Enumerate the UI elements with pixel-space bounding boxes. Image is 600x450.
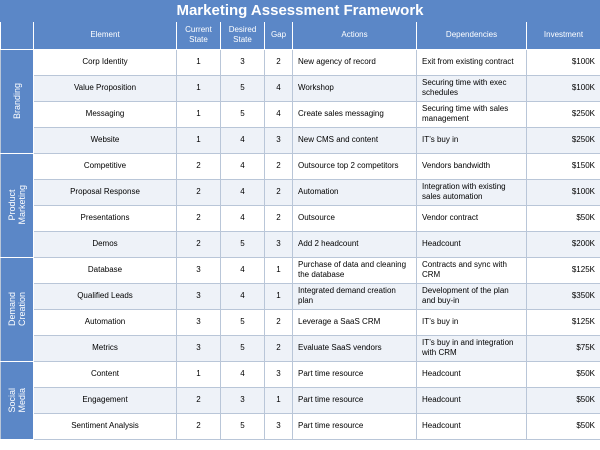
cell-desired-state: 5	[221, 413, 265, 439]
table-header	[1, 22, 600, 49]
cell-gap: 1	[265, 387, 293, 413]
table-row	[1, 75, 600, 101]
cell-action: Evaluate SaaS vendors	[293, 335, 417, 361]
cell-current-state: 2	[177, 387, 221, 413]
cell-action: Part time resource	[293, 413, 417, 439]
header-investment: Investment	[527, 22, 600, 49]
cell-gap: 1	[265, 257, 293, 283]
cell-current-state: 3	[177, 309, 221, 335]
cell-action: Automation	[293, 179, 417, 205]
cell-dependency: Contracts and sync with CRM	[417, 257, 527, 283]
cell-dependency: Development of the plan and buy-in	[417, 283, 527, 309]
cell-current-state: 3	[177, 335, 221, 361]
cell-gap: 3	[265, 361, 293, 387]
cell-gap: 3	[265, 127, 293, 153]
cell-element: Website	[34, 127, 177, 153]
cell-gap: 2	[265, 205, 293, 231]
cell-current-state: 2	[177, 153, 221, 179]
table-row	[1, 387, 600, 413]
cell-dependency: Vendors bandwidth	[417, 153, 527, 179]
cell-dependency: Exit from existing contract	[417, 49, 527, 75]
cell-element: Corp Identity	[34, 49, 177, 75]
cell-element: Messaging	[34, 101, 177, 127]
table-row	[1, 335, 600, 361]
cell-desired-state: 4	[221, 361, 265, 387]
cell-desired-state: 5	[221, 309, 265, 335]
cell-element: Database	[34, 257, 177, 283]
cell-element: Proposal Response	[34, 179, 177, 205]
cell-element: Content	[34, 361, 177, 387]
cell-investment: $50K	[527, 413, 600, 439]
cell-gap: 2	[265, 153, 293, 179]
cell-gap: 2	[265, 179, 293, 205]
header-actions: Actions	[293, 22, 417, 49]
cell-element: Competitive	[34, 153, 177, 179]
cell-investment: $50K	[527, 361, 600, 387]
cell-element: Engagement	[34, 387, 177, 413]
cell-investment: $50K	[527, 205, 600, 231]
cell-dependency: Headcount	[417, 231, 527, 257]
cell-action: Add 2 headcount	[293, 231, 417, 257]
cell-dependency: Securing time with exec schedules	[417, 75, 527, 101]
cell-gap: 4	[265, 75, 293, 101]
cell-investment: $250K	[527, 127, 600, 153]
table-row	[1, 361, 600, 387]
cell-desired-state: 5	[221, 75, 265, 101]
cell-action: Integrated demand creation plan	[293, 283, 417, 309]
cell-desired-state: 3	[221, 387, 265, 413]
cell-gap: 2	[265, 309, 293, 335]
cell-dependency: Securing time with sales management	[417, 101, 527, 127]
cell-desired-state: 5	[221, 231, 265, 257]
cell-investment: $125K	[527, 257, 600, 283]
cell-desired-state: 3	[221, 49, 265, 75]
group-label: Product Marketing	[7, 185, 27, 225]
cell-current-state: 1	[177, 49, 221, 75]
cell-investment: $100K	[527, 75, 600, 101]
table-row	[1, 127, 600, 153]
table-row	[1, 205, 600, 231]
cell-investment: $200K	[527, 231, 600, 257]
assessment-table	[0, 22, 600, 440]
group-label-cell	[1, 49, 34, 153]
table-body	[1, 49, 600, 439]
table-row	[1, 309, 600, 335]
cell-gap: 4	[265, 101, 293, 127]
cell-dependency: IT’s buy in	[417, 127, 527, 153]
cell-dependency: Headcount	[417, 413, 527, 439]
cell-gap: 3	[265, 231, 293, 257]
group-label: Branding	[12, 82, 22, 120]
table-row	[1, 257, 600, 283]
table-row	[1, 153, 600, 179]
cell-desired-state: 4	[221, 257, 265, 283]
group-label: Social Media	[7, 387, 27, 413]
cell-dependency: Headcount	[417, 387, 527, 413]
cell-element: Value Proposition	[34, 75, 177, 101]
header-dependencies: Dependencies	[417, 22, 527, 49]
group-label-cell	[1, 257, 34, 361]
page-title: Marketing Assessment Framework	[0, 0, 600, 22]
cell-desired-state: 4	[221, 283, 265, 309]
cell-dependency: Vendor contract	[417, 205, 527, 231]
group-label: Demand Creation	[7, 291, 27, 327]
cell-element: Automation	[34, 309, 177, 335]
cell-action: Part time resource	[293, 361, 417, 387]
cell-desired-state: 5	[221, 335, 265, 361]
cell-investment: $75K	[527, 335, 600, 361]
cell-desired-state: 4	[221, 205, 265, 231]
cell-desired-state: 4	[221, 127, 265, 153]
header-current-state: Current State	[177, 22, 221, 49]
cell-action: Outsource top 2 competitors	[293, 153, 417, 179]
cell-dependency: IT’s buy in	[417, 309, 527, 335]
cell-element: Qualified Leads	[34, 283, 177, 309]
table-row	[1, 231, 600, 257]
cell-action: Create sales messaging	[293, 101, 417, 127]
cell-dependency: Headcount	[417, 361, 527, 387]
cell-investment: $100K	[527, 179, 600, 205]
cell-investment: $150K	[527, 153, 600, 179]
cell-investment: $100K	[527, 49, 600, 75]
cell-current-state: 1	[177, 75, 221, 101]
cell-element: Demos	[34, 231, 177, 257]
cell-desired-state: 5	[221, 101, 265, 127]
cell-dependency: IT’s buy in and integration with CRM	[417, 335, 527, 361]
cell-investment: $350K	[527, 283, 600, 309]
table-row	[1, 101, 600, 127]
cell-current-state: 3	[177, 283, 221, 309]
cell-current-state: 1	[177, 361, 221, 387]
cell-investment: $250K	[527, 101, 600, 127]
header-element: Element	[34, 22, 177, 49]
cell-current-state: 1	[177, 101, 221, 127]
cell-current-state: 3	[177, 257, 221, 283]
cell-gap: 3	[265, 413, 293, 439]
header-group-spacer	[1, 22, 34, 49]
group-label-cell	[1, 153, 34, 257]
cell-gap: 2	[265, 49, 293, 75]
cell-current-state: 2	[177, 179, 221, 205]
cell-current-state: 1	[177, 127, 221, 153]
cell-gap: 2	[265, 335, 293, 361]
cell-action: Purchase of data and cleaning the database	[293, 257, 417, 283]
table-row	[1, 179, 600, 205]
cell-action: Outsource	[293, 205, 417, 231]
header-gap: Gap	[265, 22, 293, 49]
cell-current-state: 2	[177, 231, 221, 257]
cell-action: Workshop	[293, 75, 417, 101]
cell-gap: 1	[265, 283, 293, 309]
cell-investment: $125K	[527, 309, 600, 335]
cell-investment: $50K	[527, 387, 600, 413]
header-desired-state: Desired State	[221, 22, 265, 49]
cell-current-state: 2	[177, 413, 221, 439]
table-row	[1, 413, 600, 439]
cell-desired-state: 4	[221, 153, 265, 179]
cell-dependency: Integration with existing sales automation	[417, 179, 527, 205]
cell-element: Metrics	[34, 335, 177, 361]
cell-action: New agency of record	[293, 49, 417, 75]
cell-desired-state: 4	[221, 179, 265, 205]
table-row	[1, 49, 600, 75]
cell-action: Part time resource	[293, 387, 417, 413]
cell-action: Leverage a SaaS CRM	[293, 309, 417, 335]
cell-element: Presentations	[34, 205, 177, 231]
table-row	[1, 283, 600, 309]
cell-current-state: 2	[177, 205, 221, 231]
group-label-cell	[1, 361, 34, 439]
cell-element: Sentiment Analysis	[34, 413, 177, 439]
cell-action: New CMS and content	[293, 127, 417, 153]
